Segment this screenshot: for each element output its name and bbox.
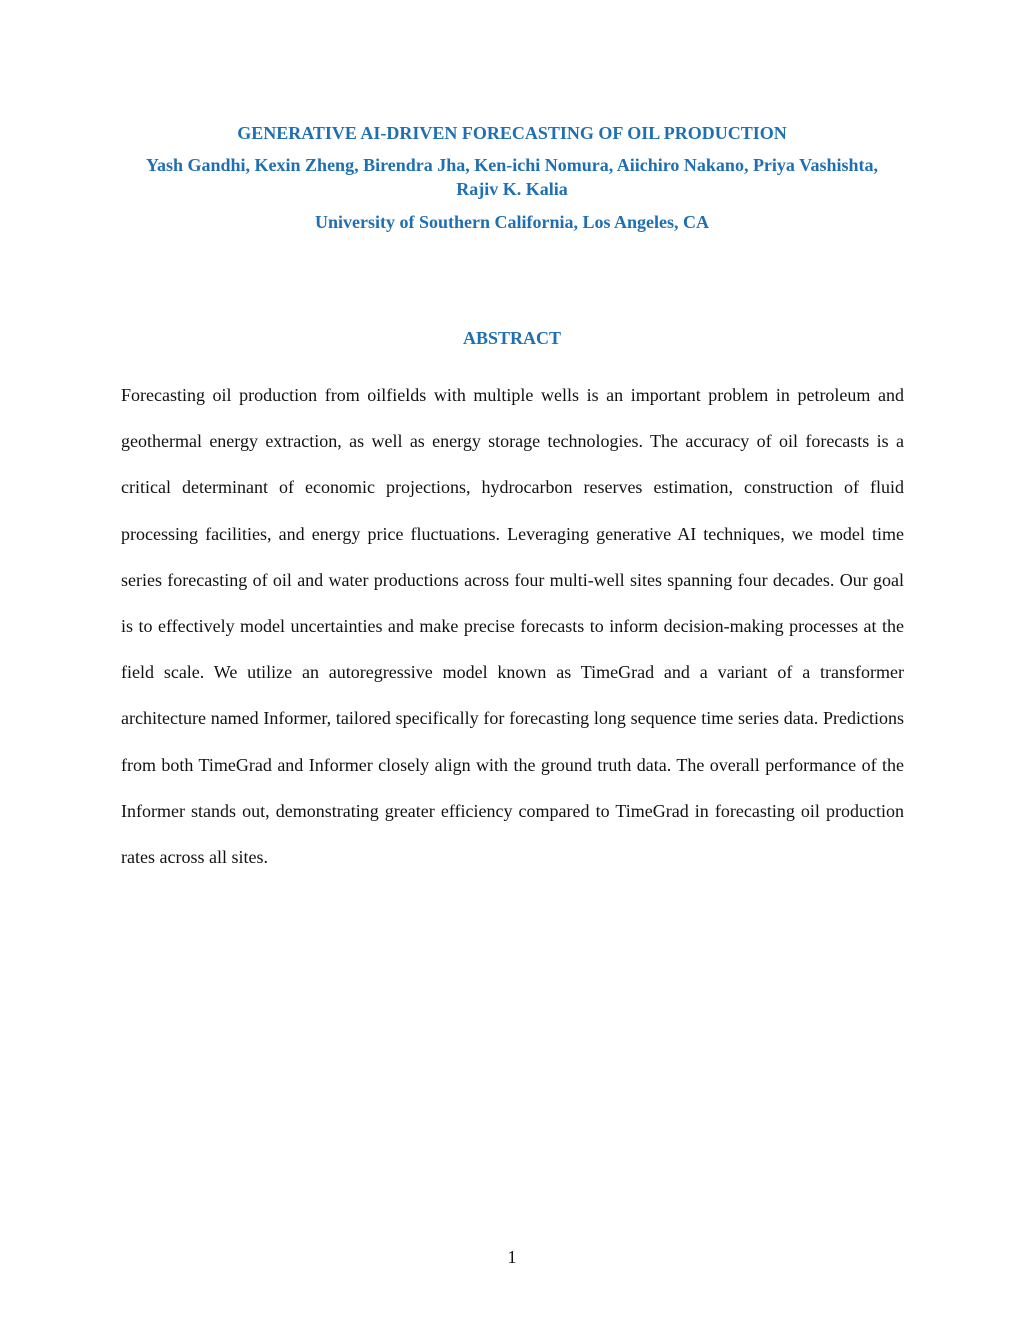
abstract-heading: ABSTRACT	[462, 328, 562, 348]
paper-title: GENERATIVE AI-DRIVEN FORECASTING OF OIL PRODUCTION	[237, 123, 787, 143]
affiliation: University of Southern California, Los Angeles, CA	[314, 212, 709, 232]
page-number: 1	[507, 1247, 517, 1267]
abstract-body: Forecasting oil production from oilfields with multiple wells is an important problem in petroleum and geothermal energy extraction, as well as energy storage technologies. The accuracy of oil forecasts is a critical determinant of economic projections, hydrocarbon reserves estimation, construction of fluid processing facilities, and energy price fluctuations. Leveraging generative AI techniques, we model time series forecasting of oil and water productions across four multi-well sites spanning four decades. Our goal is to effectively model uncertainties and make precise forecasts to inform decision-making processes at the field scale. We utilize an autoregressive model known as TimeGrad and a variant of a transformer architecture named Informer, tailored specifically for forecasting long sequence time series data. Predictions from both TimeGrad and Informer closely align with the ground truth data. The overall performance of the Informer stands out, demonstrating greater efficiency compared to TimeGrad in forecasting oil production rates across all sites.	[121, 385, 904, 868]
author-list: Yash Gandhi, Kexin Zheng, Birendra Jha, Ken-ichi Nomura, Aiichiro Nakano, Priya Vashishta, Rajiv K. Kalia	[146, 155, 878, 199]
